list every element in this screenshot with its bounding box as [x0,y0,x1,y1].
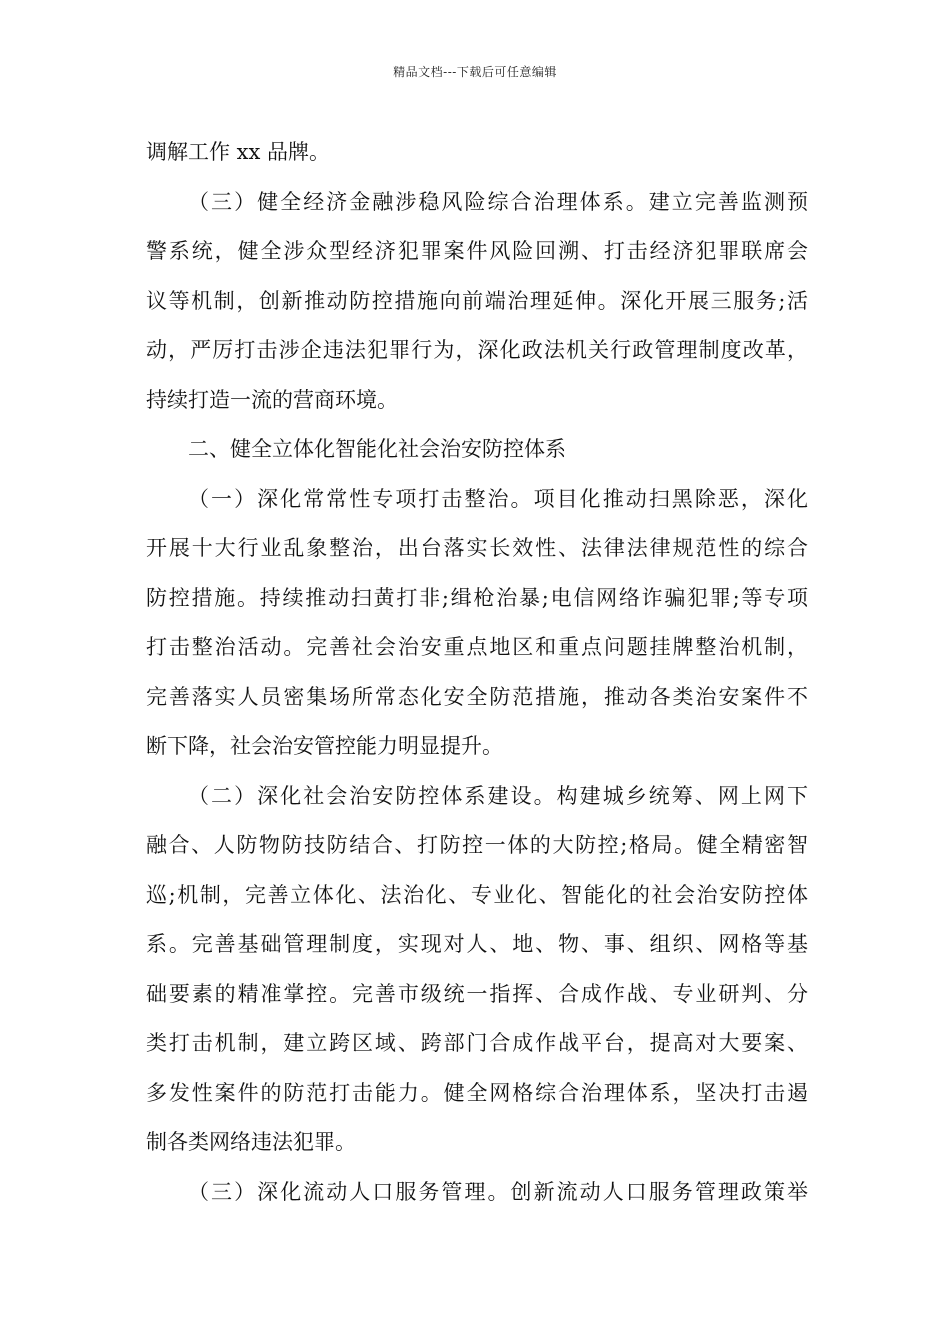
paragraph-line: （三）健全经济金融涉稳风险综合治理体系。建立完善监测预 [188,189,808,214]
paragraph-line: 完善落实人员密集场所常态化安全防范措施，推动各类治安案件不 [146,684,808,709]
paragraph-line: 断下降，社会治安管控能力明显提升。 [146,734,503,758]
paragraph-line: 打击整治活动。完善社会治安重点地区和重点问题挂牌整治机制， [146,635,808,659]
paragraph-line: 巡;机制，完善立体化、法治化、专业化、智能化的社会治安防控体 [146,882,808,907]
paragraph-line: 议等机制，创新推动防控措施向前端治理延伸。深化开展三服务;活 [146,288,808,313]
paragraph-line: 防控措施。持续推动扫黄打非;缉枪治暴;电信网络诈骗犯罪;等专项 [146,585,808,610]
paragraph-line: 融合、人防物防技防结合、打防控一体的大防控;格局。健全精密智 [146,833,808,857]
paragraph-line: 动，严厉打击涉企违法犯罪行为，深化政法机关行政管理制度改革， [146,338,808,362]
paragraph-line: （一）深化常常性专项打击整治。项目化推动扫黑除恶，深化 [188,486,808,511]
paragraph-line: 制各类网络违法犯罪。 [146,1130,356,1154]
paragraph-line: 础要素的精准掌控。完善市级统一指挥、合成作战、专业研判、分 [146,981,808,1006]
paragraph-line: 开展十大行业乱象整治，出台落实长效性、法律法律规范性的综合 [146,536,808,560]
page-header: 精品文档---下载后可任意编辑 [393,65,557,79]
paragraph-line: 类打击机制，建立跨区域、跨部门合成作战平台，提高对大要案、 [146,1031,808,1055]
paragraph-line: 警系统，健全涉众型经济犯罪案件风险回溯、打击经济犯罪联席会 [146,239,808,263]
paragraph-line: 持续打造一流的营商环境。 [146,387,398,412]
paragraph-line: （三）深化流动人口服务管理。创新流动人口服务管理政策举 [188,1179,808,1204]
paragraph-line: 系。完善基础管理制度，实现对人、地、物、事、组织、网格等基 [146,932,808,956]
paragraph-line: 多发性案件的防范打击能力。健全网格综合治理体系，坚决打击遏 [146,1080,808,1105]
paragraph-line: （二）深化社会治安防控体系建设。构建城乡统筹、网上网下 [188,783,808,808]
section-heading: 二、健全立体化智能化社会治安防控体系 [188,437,566,461]
document-body [146,128,808,1217]
paragraph-line: 调解工作 xx 品牌。 [146,140,331,164]
